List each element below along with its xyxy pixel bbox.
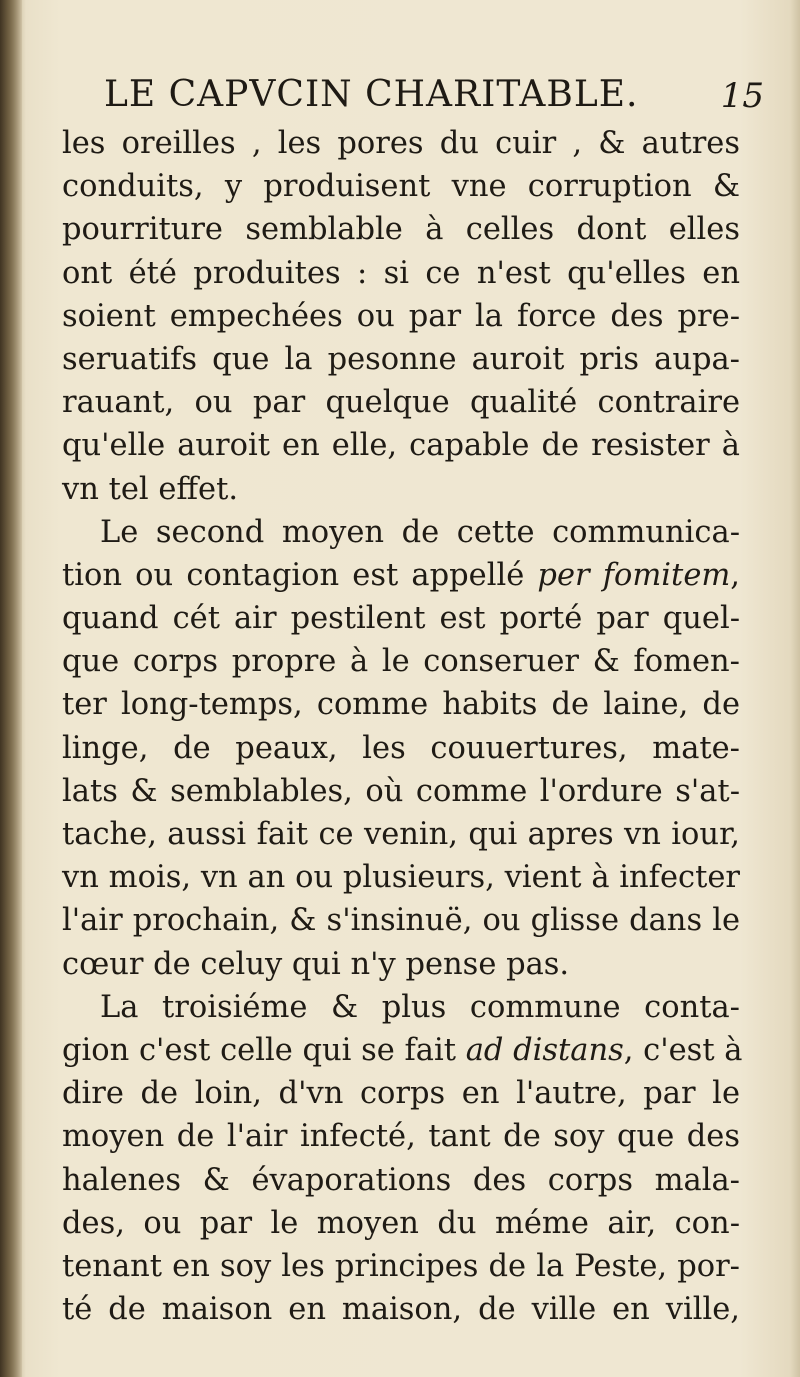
text-line: conduits, y produisent vne corruption & — [62, 169, 740, 205]
text-line: rauant, ou par quelque qualité contraire — [62, 385, 740, 421]
page-header — [104, 74, 764, 126]
text-line: tache, aussi fait ce venin, qui apres vn iour, — [62, 817, 740, 852]
text-line: lats & semblables, où comme l'ordure s'at- — [62, 773, 740, 809]
paragraph-1 — [62, 122, 740, 511]
text-line: l'air prochain, & s'insinuë, ou glisse dans le — [62, 903, 740, 939]
running-title: LE CAPVCIN CHARITABLE. — [104, 74, 639, 115]
body-text — [62, 122, 743, 1331]
paragraph-3 — [62, 986, 743, 1332]
latin-phrase: ad distans — [465, 1032, 624, 1068]
text-line: quand cét air pestilent est porté par quel- — [62, 601, 740, 637]
text-line: que corps propre à le conseruer & fomen- — [62, 644, 740, 680]
paragraph-2 — [62, 511, 740, 986]
text-line: les oreilles , les pores du cuir , & autres — [62, 126, 740, 161]
text-line: moyen de l'air infecté, tant de soy que des — [62, 1119, 740, 1155]
text-line: linge, de peaux, les couuertures, mate- — [62, 730, 740, 766]
text-line: Le second moyen de cette communica- — [100, 514, 740, 550]
text-line: té de maison en maison, de ville en ville, — [62, 1292, 740, 1328]
text-line: La troisiéme & plus commune conta- — [100, 989, 740, 1025]
binding-gutter-shadow — [0, 0, 22, 1377]
text-line: tenant en soy les principes de la Peste, por- — [62, 1248, 740, 1284]
text-line: qu'elle auroit en elle, capable de resister à — [62, 428, 740, 464]
text-line: ont été produites : si ce n'est qu'elles en — [62, 255, 740, 291]
text-line: cœur de celuy qui n'y pense pas. — [62, 946, 570, 982]
text-line: gion c'est celle qui se fait ad distans, c'est à — [62, 1032, 743, 1068]
text-line: ter long-temps, comme habits de laine, de — [62, 687, 740, 723]
text-line: pourriture semblable à celles dont elles — [62, 212, 740, 248]
text-line: vn mois, vn an ou plusieurs, vient à infecter — [62, 860, 740, 896]
page-number: 15 — [720, 76, 764, 116]
text-line: vn tel effet. — [62, 471, 239, 507]
text-line: soient empechées ou par la force des pre- — [62, 298, 740, 334]
text-line: tion ou contagion est appellé per fomitem, — [62, 557, 740, 593]
latin-phrase: per fomitem — [537, 557, 731, 593]
text-line: halenes & évaporations des corps mala- — [62, 1162, 740, 1198]
text-line: seruatifs que la pesonne auroit pris aupa- — [62, 341, 740, 377]
text-line: dire de loin, d'vn corps en l'autre, par le — [62, 1076, 740, 1112]
text-line: des, ou par le moyen du méme air, con- — [62, 1205, 740, 1241]
